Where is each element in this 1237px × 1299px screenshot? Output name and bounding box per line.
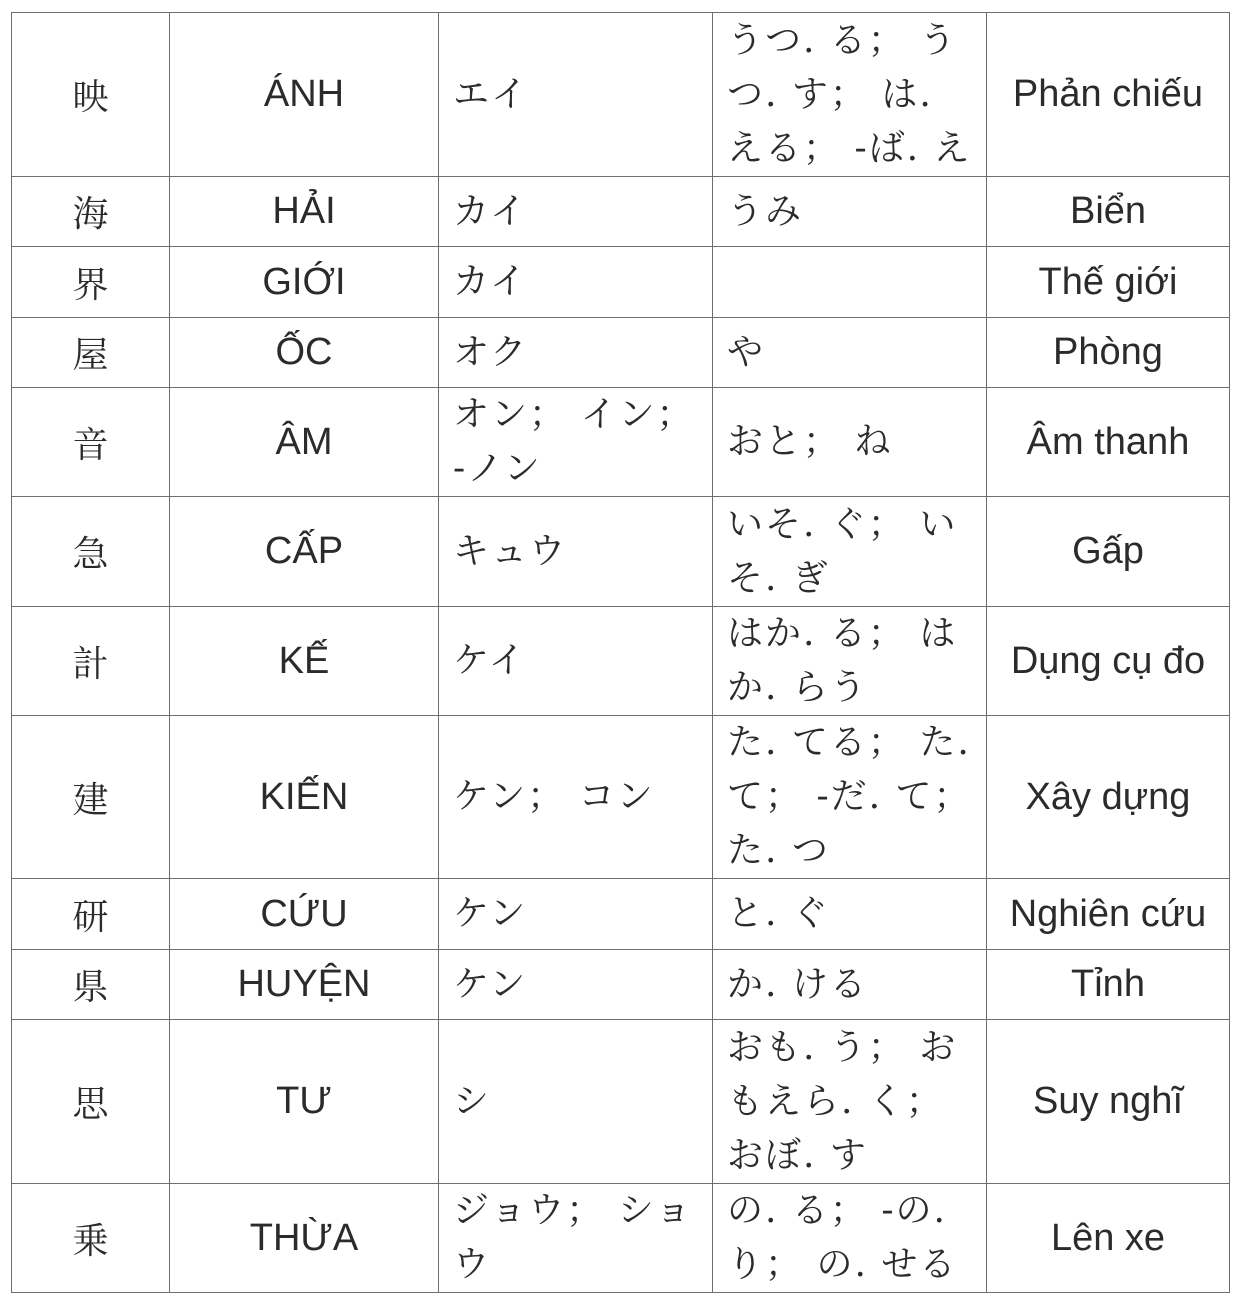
meaning-cell: Phản chiếu <box>987 13 1230 177</box>
meaning-cell: Gấp <box>987 497 1230 607</box>
hanviet-cell: KẾ <box>170 607 439 716</box>
kanji-cell: 映 <box>12 13 170 177</box>
table-row <box>12 247 1230 318</box>
meaning-cell: Suy nghĩ <box>987 1020 1230 1184</box>
meaning-cell: Nghiên cứu <box>987 879 1230 950</box>
meaning-cell: Lên xe <box>987 1184 1230 1293</box>
hanviet-cell: GIỚI <box>170 247 439 318</box>
kunyomi-cell <box>713 247 987 318</box>
table-row <box>12 177 1230 247</box>
hanviet-cell: HUYỆN <box>170 950 439 1020</box>
table-row <box>12 607 1230 716</box>
table-row <box>12 1184 1230 1293</box>
table-row <box>12 950 1230 1020</box>
meaning-cell: Thế giới <box>987 247 1230 318</box>
table-row <box>12 716 1230 879</box>
onyomi-cell: オン； イン； -ノン <box>439 388 713 497</box>
onyomi-cell: シ <box>439 1020 713 1184</box>
kanji-cell: 思 <box>12 1020 170 1184</box>
table-row <box>12 388 1230 497</box>
onyomi-cell: ケン <box>439 879 713 950</box>
kanji-table <box>11 12 1230 1293</box>
onyomi-cell: ケン； コン <box>439 716 713 879</box>
kanji-cell: 音 <box>12 388 170 497</box>
meaning-cell: Âm thanh <box>987 388 1230 497</box>
kanji-cell: 急 <box>12 497 170 607</box>
kunyomi-cell: おと； ね <box>713 388 987 497</box>
onyomi-cell: オク <box>439 318 713 388</box>
hanviet-cell: ÁNH <box>170 13 439 177</box>
hanviet-cell: TƯ <box>170 1020 439 1184</box>
kunyomi-cell: の. る； -の. り； の. せる <box>713 1184 987 1293</box>
hanviet-cell: CỨU <box>170 879 439 950</box>
onyomi-cell: カイ <box>439 247 713 318</box>
onyomi-cell: エイ <box>439 13 713 177</box>
hanviet-cell: CẤP <box>170 497 439 607</box>
kunyomi-cell: か. ける <box>713 950 987 1020</box>
table-row <box>12 879 1230 950</box>
onyomi-cell: ジョウ； ショウ <box>439 1184 713 1293</box>
table-row <box>12 13 1230 177</box>
meaning-cell: Biển <box>987 177 1230 247</box>
kunyomi-cell: うつ. る； うつ. す； は. える； -ば. え <box>713 13 987 177</box>
kunyomi-cell: いそ. ぐ； いそ. ぎ <box>713 497 987 607</box>
hanviet-cell: HẢI <box>170 177 439 247</box>
meaning-cell: Dụng cụ đo <box>987 607 1230 716</box>
kunyomi-cell: うみ <box>713 177 987 247</box>
hanviet-cell: ỐC <box>170 318 439 388</box>
onyomi-cell: キュウ <box>439 497 713 607</box>
meaning-cell: Tỉnh <box>987 950 1230 1020</box>
kunyomi-cell: や <box>713 318 987 388</box>
kanji-cell: 計 <box>12 607 170 716</box>
onyomi-cell: ケイ <box>439 607 713 716</box>
meaning-cell: Phòng <box>987 318 1230 388</box>
hanviet-cell: THỪA <box>170 1184 439 1293</box>
kanji-cell: 海 <box>12 177 170 247</box>
table-row <box>12 1020 1230 1184</box>
kunyomi-cell: はか. る； はか. らう <box>713 607 987 716</box>
kanji-cell: 建 <box>12 716 170 879</box>
hanviet-cell: ÂM <box>170 388 439 497</box>
kanji-cell: 研 <box>12 879 170 950</box>
kunyomi-cell: と. ぐ <box>713 879 987 950</box>
hanviet-cell: KIẾN <box>170 716 439 879</box>
kanji-cell: 県 <box>12 950 170 1020</box>
kunyomi-cell: た. てる； た. て； -だ. て； た. つ <box>713 716 987 879</box>
meaning-cell: Xây dựng <box>987 716 1230 879</box>
onyomi-cell: カイ <box>439 177 713 247</box>
kanji-cell: 屋 <box>12 318 170 388</box>
kanji-cell: 乗 <box>12 1184 170 1293</box>
kunyomi-cell: おも. う； おもえら. く； おぼ. す <box>713 1020 987 1184</box>
table-row <box>12 497 1230 607</box>
kanji-cell: 界 <box>12 247 170 318</box>
onyomi-cell: ケン <box>439 950 713 1020</box>
table-row <box>12 318 1230 388</box>
